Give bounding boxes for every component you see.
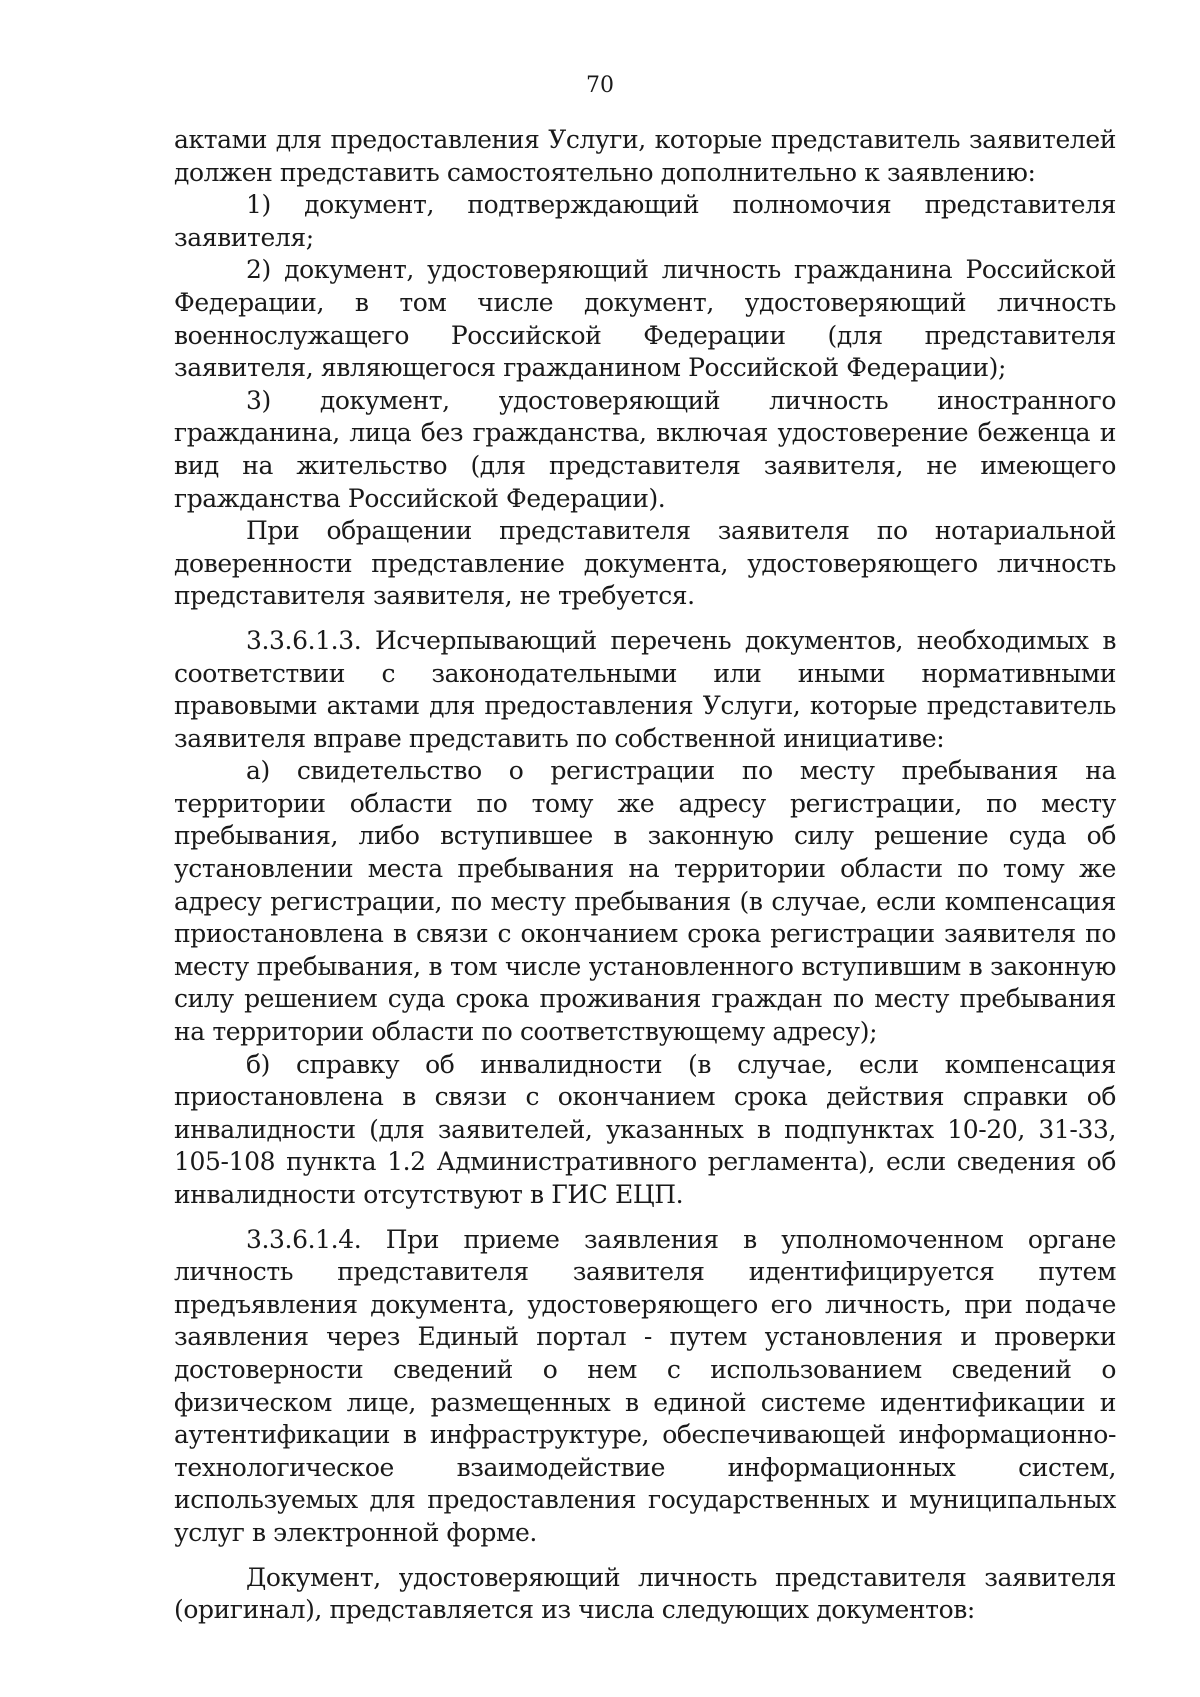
list-item-a: а) свидетельство о регистрации по месту пребывания на территории области по тому же адресу регистрации, по месту пребывания, либо вступившее в законную силу решение суда об установлении места пребывания на территории области по тому же адресу регистрации, по месту пребывания (в случае, если компенсация приостановлена в связи с окончанием срока регистрации заявителя по месту пребывания, в том числе установленного вступившим в законную силу решением суда срока проживания граждан по месту пребывания на территории области по соответствующему адресу);: [174, 756, 1116, 1047]
list-item-b: б) справку об инвалидности (в случае, если компенсация приостановлена в связи с окончанием срока действия справки об инвалидности (для заявителей, указанных в подпунктах 10-20, 31-33, 105-108 пункта 1.2 Административного регламента), если сведения об инвалидности отсутствуют в ГИС ЕЦП.: [174, 1049, 1116, 1209]
paragraph-identity-document: Документ, удостоверяющий личность представителя заявителя (оригинал), представляется из числа следующих документов:: [174, 1562, 1116, 1625]
document-body: [174, 124, 1116, 1627]
page-number: 70: [586, 73, 614, 98]
paragraph-continuation: актами для предоставления Услуги, которые представитель заявителей должен представить самостоятельно дополнительно к заявлению:: [174, 125, 1116, 187]
list-item-1: 1) документ, подтверждающий полномочия представителя заявителя;: [174, 190, 1116, 252]
list-item-3: 3) документ, удостоверяющий личность иностранного гражданина, лица без гражданства, включая удостоверение беженца и вид на жительство (для представителя заявителя, не имеющего гражданства Российской Федерации).: [174, 385, 1116, 513]
section-3-3-6-1-3: 3.3.6.1.3. Исчерпывающий перечень документов, необходимых в соответствии с законодательными или иными нормативными правовыми актами для предоставления Услуги, которые представитель заявителя вправе представить по собственной инициативе:: [174, 625, 1116, 753]
paragraph-notarial-note: При обращении представителя заявителя по нотариальной доверенности представление документа, удостоверяющего личность представителя заявителя, не требуется.: [174, 516, 1116, 611]
section-3-3-6-1-4: 3.3.6.1.4. При приеме заявления в уполномоченном органе личность представителя заявителя идентифицируется путем предъявления документа, удостоверяющего его личность, при подаче заявления через Единый портал - путем установления и проверки достоверности сведений о нем с использованием сведений о физическом лице, размещенных в единой системе идентификации и аутентификации в инфраструктуре, обеспечивающей информационно-технологическое взаимодействие информационных систем, используемых для предоставления государственных и муниципальных услуг в электронной форме.: [174, 1224, 1116, 1547]
list-item-2: 2) документ, удостоверяющий личность гражданина Российской Федерации, в том числе документ, удостоверяющий личность военнослужащего Российской Федерации (для представителя заявителя, являющегося гражданином Российской Федерации);: [174, 255, 1116, 383]
